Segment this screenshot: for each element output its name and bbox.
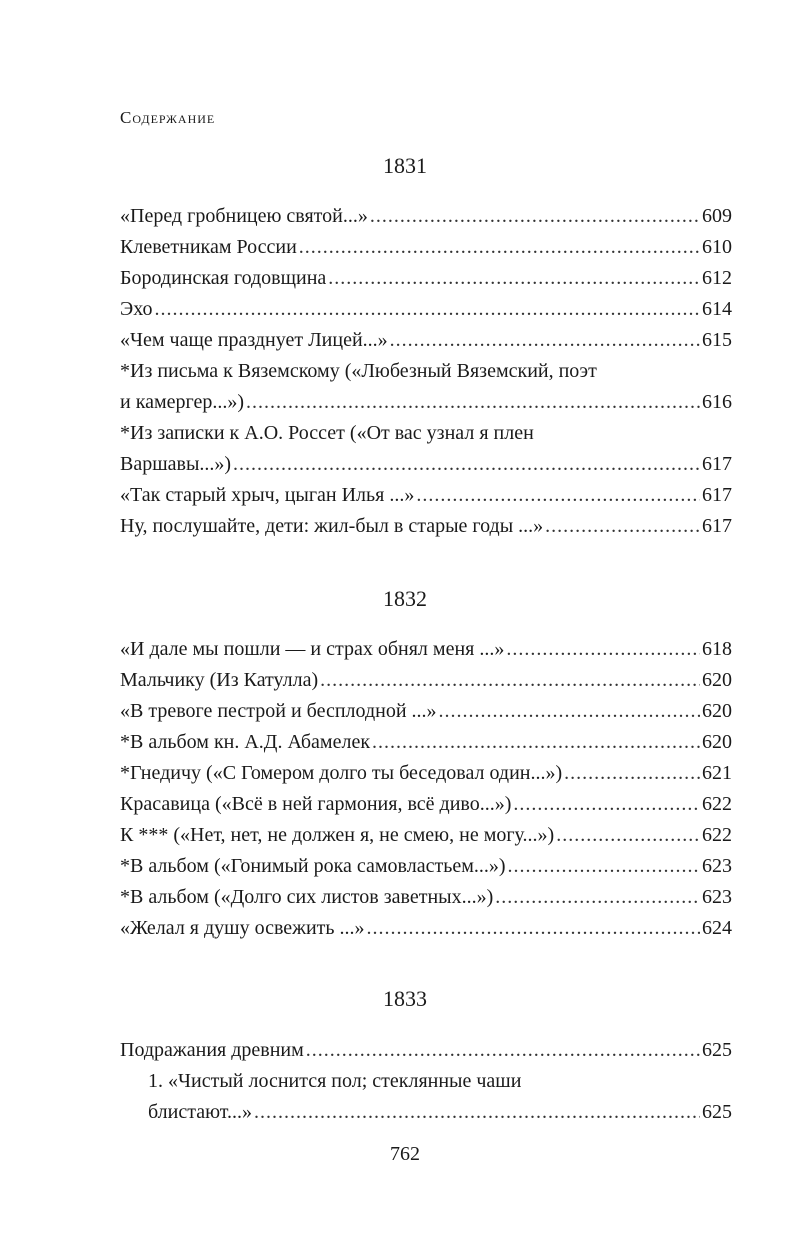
entry-title: *Гнедичу («С Гомером долго ты беседовал один...») <box>120 762 563 784</box>
dot-leader <box>564 758 700 789</box>
toc-entry <box>120 851 732 882</box>
toc-entry <box>120 913 732 944</box>
entry-title: «В тревоге пестрой и бесплодной ...» <box>120 700 437 722</box>
entry-title: Варшавы...») <box>120 453 232 475</box>
entry-title: блистают...» <box>148 1101 253 1123</box>
page-number: 762 <box>390 1143 420 1165</box>
toc-section-1833 <box>120 1035 732 1128</box>
dot-leader <box>372 727 700 758</box>
entry-title: Клеветникам России <box>120 236 297 258</box>
entry-title: Красавица («Всё в ней гармония, всё диво...») <box>120 793 512 815</box>
entry-title: *В альбом («Гонимый рока самовластьем...») <box>120 855 506 877</box>
toc-entry <box>120 449 732 480</box>
toc-entry <box>120 201 732 232</box>
entry-title: и камергер...») <box>120 391 245 413</box>
entry-title: «Желал я душу освежить ...» <box>120 917 365 939</box>
entry-page: 618 <box>702 638 732 660</box>
toc-entry <box>120 696 732 727</box>
toc-entry <box>120 480 732 511</box>
toc-entry <box>120 882 732 913</box>
entry-page: 616 <box>702 391 732 413</box>
toc-entry <box>120 387 732 418</box>
entry-title: «И дале мы пошли — и страх обнял меня ...» <box>120 638 505 660</box>
entry-title: Ну, послушайте, дети: жил-был в старые годы ...» <box>120 515 544 537</box>
entry-title: «Чем чаще празднует Лицей...» <box>120 329 388 351</box>
section-year-1833: 1833 <box>383 986 427 1011</box>
dot-leader <box>233 449 700 480</box>
entry-page: 609 <box>702 205 732 227</box>
dot-leader <box>506 634 700 665</box>
entry-title: К *** («Нет, нет, не должен я, не смею, не могу...») <box>120 824 555 846</box>
dot-leader <box>306 1035 700 1066</box>
entry-title-line1: *Из записки к А.О. Россет («От вас узнал я плен <box>120 422 534 444</box>
toc-entry <box>120 232 732 263</box>
toc-entry <box>120 665 732 696</box>
dot-leader <box>439 696 700 727</box>
toc-entry <box>120 325 732 356</box>
entry-page: 617 <box>702 484 732 506</box>
toc-entry <box>120 511 732 542</box>
entry-page: 620 <box>702 731 732 753</box>
toc-entry <box>120 634 732 665</box>
entry-page: 623 <box>702 886 732 908</box>
entry-title: «Так старый хрыч, цыган Илья ...» <box>120 484 415 506</box>
toc-section-1832 <box>120 634 732 944</box>
entry-page: 622 <box>702 824 732 846</box>
entry-title: Эхо <box>120 298 153 320</box>
entry-page: 625 <box>702 1039 732 1061</box>
toc-entry <box>120 727 732 758</box>
entry-title: Подражания древним <box>120 1039 304 1061</box>
dot-leader <box>328 263 700 294</box>
entry-page: 617 <box>702 453 732 475</box>
dot-leader <box>508 851 700 882</box>
entry-page: 614 <box>702 298 732 320</box>
dot-leader <box>545 511 700 542</box>
entry-page: 623 <box>702 855 732 877</box>
toc-entry-line1 <box>120 356 732 387</box>
toc-entry-line1 <box>120 418 732 449</box>
entry-title: «Перед гробницею святой...» <box>120 205 368 227</box>
toc-entry <box>120 758 732 789</box>
dot-leader <box>320 665 700 696</box>
toc-entry <box>148 1097 732 1128</box>
dot-leader <box>416 480 700 511</box>
entry-page: 617 <box>702 515 732 537</box>
dot-leader <box>299 232 700 263</box>
entry-page: 610 <box>702 236 732 258</box>
dot-leader <box>495 882 700 913</box>
toc-entry-line1 <box>148 1066 732 1097</box>
entry-page: 620 <box>702 700 732 722</box>
toc-entry <box>120 294 732 325</box>
section-year-1832: 1832 <box>383 586 427 611</box>
section-year-1831: 1831 <box>383 153 427 178</box>
toc-section-1831 <box>120 201 732 542</box>
entry-page: 621 <box>702 762 732 784</box>
entry-title: Мальчику (Из Катулла) <box>120 669 319 691</box>
dot-leader <box>367 913 700 944</box>
dot-leader <box>154 294 700 325</box>
dot-leader <box>513 789 700 820</box>
running-head: Содержание <box>120 108 216 127</box>
entry-page: 612 <box>702 267 732 289</box>
toc-entry <box>120 820 732 851</box>
entry-page: 625 <box>702 1101 732 1123</box>
entry-title: *В альбом («Долго сих листов заветных...») <box>120 886 494 908</box>
entry-page: 620 <box>702 669 732 691</box>
toc-entry <box>120 789 732 820</box>
dot-leader <box>370 201 700 232</box>
entry-title-line1: 1. «Чистый лоснится пол; стеклянные чаши <box>148 1070 522 1092</box>
entry-title-line1: *Из письма к Вяземскому («Любезный Вяземский, поэт <box>120 360 597 382</box>
entry-title: Бородинская годовщина <box>120 267 327 289</box>
dot-leader <box>390 325 700 356</box>
entry-page: 622 <box>702 793 732 815</box>
dot-leader <box>246 387 700 418</box>
dot-leader <box>556 820 700 851</box>
entry-title: *В альбом кн. А.Д. Абамелек <box>120 731 371 753</box>
dot-leader <box>254 1097 700 1128</box>
entry-page: 615 <box>702 329 732 351</box>
entry-page: 624 <box>702 917 732 939</box>
toc-entry <box>120 263 732 294</box>
toc-entry <box>120 1035 732 1066</box>
